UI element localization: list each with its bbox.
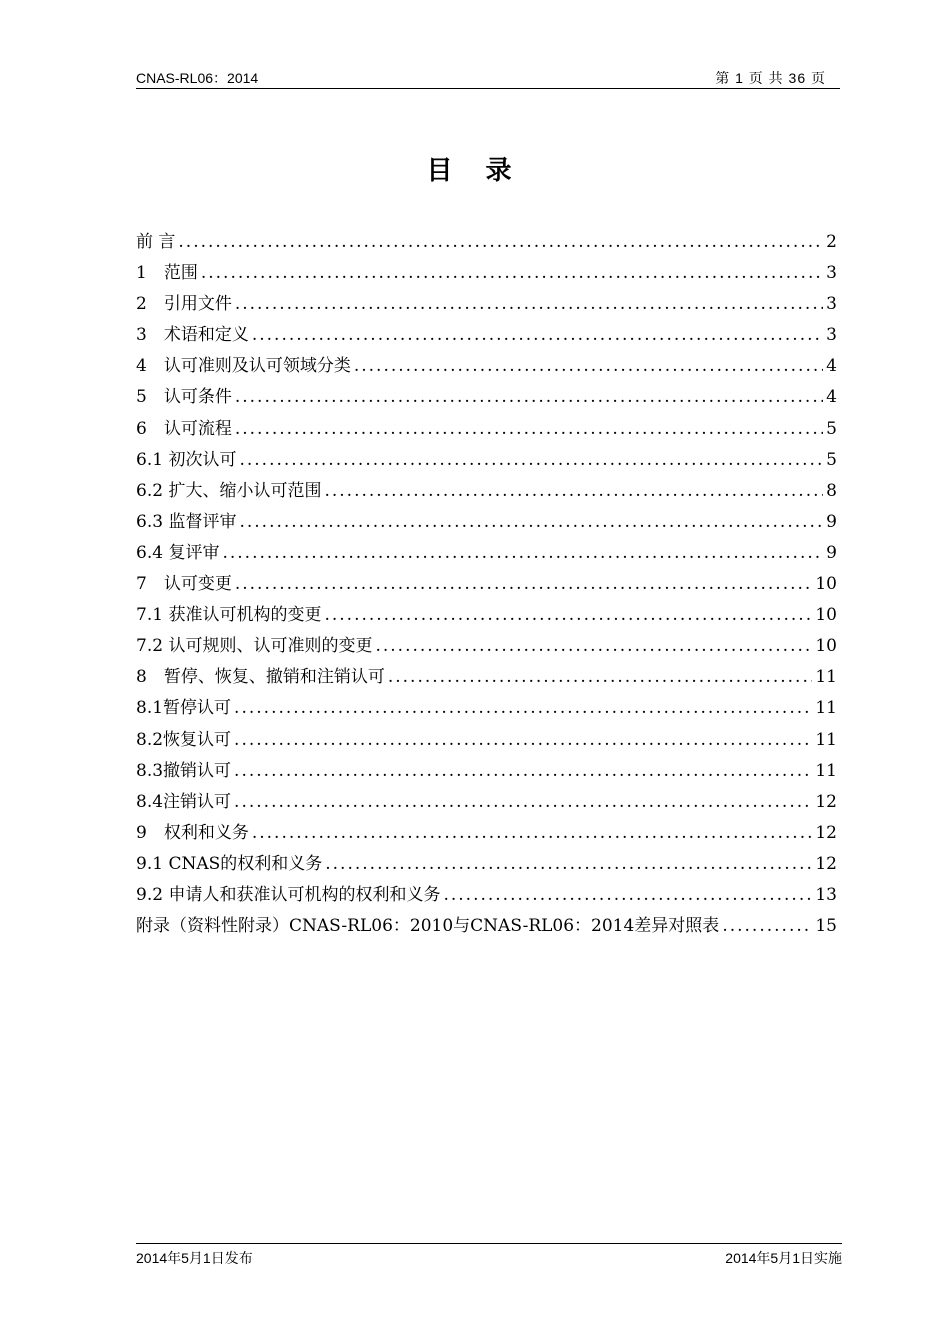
toc-entry-title: 6.4 复评审 [136, 542, 220, 563]
leader-dots [234, 698, 812, 718]
toc-entry-page: 10 [815, 574, 837, 595]
toc-entry-title: 5 认可条件 [136, 387, 232, 408]
toc-entry[interactable] [136, 476, 837, 507]
toc-entry[interactable] [136, 320, 837, 351]
toc-entry-page: 4 [826, 356, 837, 377]
toc-entry[interactable] [136, 693, 837, 724]
toc-entry-title: 9 权利和义务 [136, 822, 249, 843]
toc-entry[interactable] [136, 880, 837, 911]
toc-title: 目 录 [426, 156, 524, 186]
leader-dots [325, 854, 812, 874]
table-of-contents [136, 227, 837, 942]
toc-entry-title: 8.1暂停认可 [136, 698, 232, 719]
leader-dots [235, 387, 823, 407]
toc-entry[interactable] [136, 787, 837, 818]
toc-entry-page: 4 [826, 387, 837, 408]
toc-entry-page: 9 [826, 511, 837, 532]
leader-dots [239, 450, 823, 470]
toc-entry[interactable] [136, 414, 837, 445]
toc-entry[interactable] [136, 507, 837, 538]
leader-dots [388, 667, 813, 687]
toc-entry-page: 12 [815, 791, 837, 812]
leader-dots [201, 263, 823, 283]
leader-dots [252, 325, 823, 345]
toc-entry-page: 2 [826, 232, 837, 252]
toc-entry-title: 6.1 初次认可 [136, 449, 237, 470]
toc-entry-title: 8.2恢复认可 [136, 729, 232, 750]
toc-entry[interactable] [136, 569, 837, 600]
toc-entry-page: 5 [826, 418, 837, 439]
toc-entry-page: 11 [815, 667, 837, 688]
leader-dots [235, 419, 823, 439]
toc-entry-page: 9 [826, 542, 837, 563]
toc-entry-title: 6.3 监督评审 [136, 511, 237, 532]
toc-entry-page: 11 [815, 729, 837, 750]
leader-dots [234, 792, 812, 812]
leader-dots [178, 232, 823, 252]
toc-entry[interactable] [136, 382, 837, 413]
toc-entry-title: 6 认可流程 [136, 418, 232, 439]
leader-dots [443, 885, 812, 905]
toc-entry[interactable] [136, 818, 837, 849]
toc-entry[interactable] [136, 289, 837, 320]
toc-entry-title: 3 术语和定义 [136, 325, 249, 346]
toc-entry[interactable] [136, 756, 837, 787]
leader-dots [234, 761, 812, 781]
page-header [136, 66, 840, 89]
toc-entry[interactable] [136, 725, 837, 756]
toc-entry-page: 13 [815, 884, 837, 905]
toc-entry-title: 前 言 [136, 232, 176, 252]
toc-entry-title: 附录（资料性附录）CNAS-RL06：2010与CNAS-RL06：2014差异对照表 [136, 916, 720, 937]
implement-date: 2014年5月1日实施 [725, 1250, 842, 1266]
toc-entry-title: 9.1 CNAS的权利和义务 [136, 853, 323, 874]
leader-dots [235, 294, 823, 314]
page-number: 第 1 页 共 36 页 [715, 70, 826, 86]
toc-entry-title: 7.2 认可规则、认可准则的变更 [136, 636, 373, 657]
toc-entry[interactable] [136, 662, 837, 693]
toc-entry[interactable] [136, 258, 837, 289]
leader-dots [324, 481, 823, 501]
toc-entry-page: 12 [815, 822, 837, 843]
publish-date: 2014年5月1日发布 [136, 1250, 253, 1266]
toc-entry-title: 8.3撤销认可 [136, 760, 232, 781]
toc-entry[interactable] [136, 351, 837, 382]
toc-entry[interactable] [136, 631, 837, 662]
toc-entry-page: 15 [815, 916, 837, 937]
toc-entry-page: 3 [826, 294, 837, 315]
toc-entry-page: 3 [826, 263, 837, 284]
toc-entry-page: 3 [826, 325, 837, 346]
toc-entry-title: 7.1 获准认可机构的变更 [136, 605, 322, 626]
toc-entry-title: 6.2 扩大、缩小认可范围 [136, 480, 322, 501]
toc-entry-page: 11 [815, 760, 837, 781]
toc-entry-page: 8 [826, 480, 837, 501]
leader-dots [234, 730, 812, 750]
toc-entry-title: 4 认可准则及认可领域分类 [136, 356, 351, 377]
leader-dots [375, 636, 812, 656]
toc-entry-page: 5 [826, 449, 837, 470]
toc-entry[interactable] [136, 849, 837, 880]
leader-dots [722, 916, 812, 936]
toc-entry[interactable] [136, 600, 837, 631]
toc-entry-title: 8.4注销认可 [136, 791, 232, 812]
toc-entry-title: 2 引用文件 [136, 294, 232, 315]
leader-dots [239, 512, 823, 532]
toc-entry[interactable] [136, 445, 837, 476]
toc-entry[interactable] [136, 538, 837, 569]
leader-dots [235, 574, 813, 594]
leader-dots [324, 605, 812, 625]
toc-entry-page: 11 [815, 698, 837, 719]
toc-entry-title: 8 暂停、恢复、撤销和注销认可 [136, 667, 385, 688]
toc-entry-page: 10 [815, 636, 837, 657]
toc-entry-title: 7 认可变更 [136, 574, 232, 595]
leader-dots [252, 823, 813, 843]
document-code: CNAS-RL06：2014 [136, 70, 259, 86]
toc-entry-page: 10 [815, 605, 837, 626]
leader-dots [222, 543, 823, 563]
page-footer [136, 1243, 842, 1266]
toc-entry-title: 1 范围 [136, 263, 198, 284]
toc-entry[interactable] [136, 911, 837, 942]
toc-entry-page: 12 [815, 853, 837, 874]
toc-entry[interactable] [136, 227, 837, 258]
toc-entry-title: 9.2 申请人和获准认可机构的权利和义务 [136, 884, 441, 905]
leader-dots [354, 356, 823, 376]
